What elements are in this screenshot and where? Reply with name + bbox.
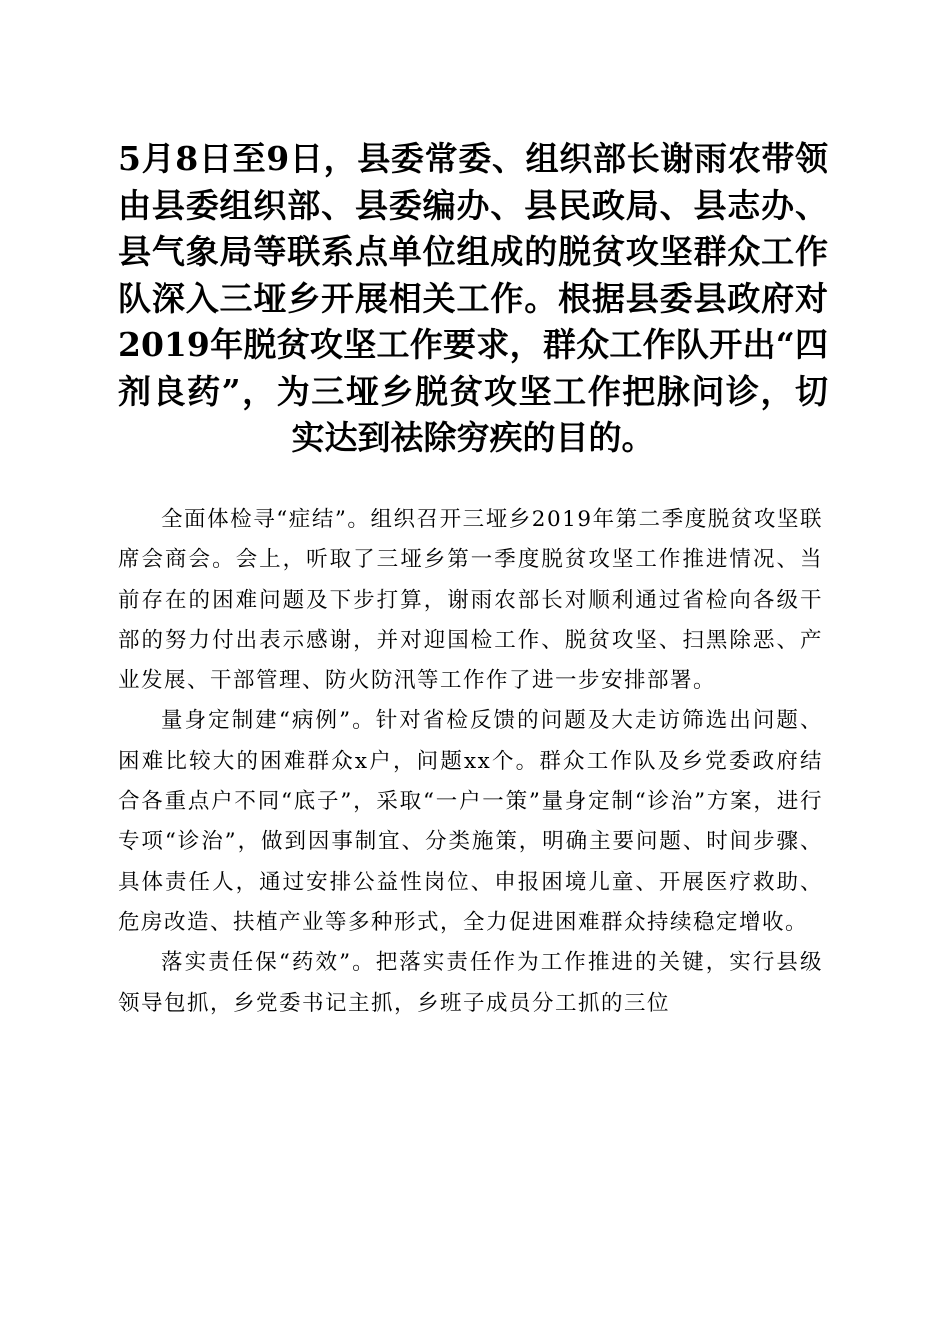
paragraph-comprehensive-checkup: 全面体检寻“症结”。组织召开三垭乡2019年第二季度脱贫攻坚联席会商会。会上，听取了三垭乡第一季度脱贫攻坚工作推进情况、当前存在的困难问题及下步打算，谢雨农部长对顺利通过省检向各级干部的努力付出表示感谢，并对迎国检工作、脱贫攻坚、扫黑除恶、产业发展、干部管理、防火防汛等工作作了进一步安排部署。 [118,507,823,694]
document-body [118,500,823,1024]
paragraph-responsibility: 落实责任保“药效”。把落实责任作为工作推进的关键，实行县级领导包抓，乡党委书记主抓，乡班子成员分工抓的三位 [118,950,823,1016]
document-headline: 5月8日至9日，县委常委、组织部长谢雨农带领由县委组织部、县委编办、县民政局、县志办、县气象局等联系点单位组成的脱贫攻坚群众工作队深入三垭乡开展相关工作。根据县委县政府对2019年脱贫攻坚工作要求，群众工作队开出“四剂良药”，为三垭乡脱贫攻坚工作把脉问诊，切实达到祛除穷疾的目的。 [118,139,828,457]
paragraph-tailored-cases: 量身定制建“病例”。针对省检反馈的问题及大走访筛选出问题、困难比较大的困难群众x户，问题xx个。群众工作队及乡党委政府结合各重点户不同“底子”，采取“一户一策”量身定制“诊治”方案，进行专项“诊治”，做到因事制宜、分类施策，明确主要问题、时间步骤、具体责任人，通过安排公益性岗位、申报困境儿童、开展医疗救助、危房改造、扶植产业等多种形式，全力促进困难群众持续稳定增收。 [118,708,823,935]
